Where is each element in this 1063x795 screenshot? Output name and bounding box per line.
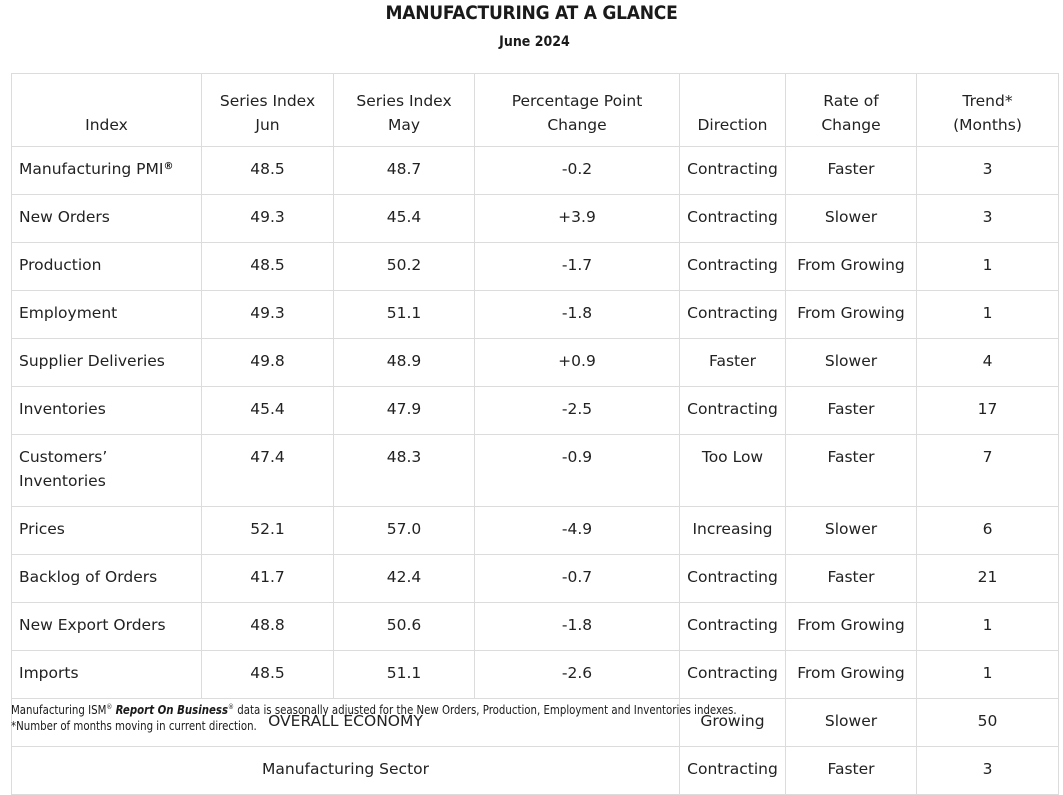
- rate-cell: Slower: [786, 507, 917, 555]
- direction-cell: Contracting: [680, 387, 786, 435]
- summary-row: [12, 747, 1059, 795]
- header-jun: Series Index Jun: [202, 74, 334, 147]
- rate-cell: Faster: [786, 747, 917, 795]
- summary-label-cell: OVERALL ECONOMY: [12, 699, 680, 747]
- rate-cell: Slower: [786, 195, 917, 243]
- trend-cell: 3: [917, 195, 1059, 243]
- trend-cell: 6: [917, 507, 1059, 555]
- index-cell: New Export Orders: [12, 603, 202, 651]
- rate-cell: Faster: [786, 435, 917, 507]
- may-cell: 50.6: [334, 603, 475, 651]
- direction-cell: Contracting: [680, 195, 786, 243]
- change-cell: -1.8: [475, 291, 680, 339]
- jun-cell: 52.1: [202, 507, 334, 555]
- may-cell: 45.4: [334, 195, 475, 243]
- index-cell: Manufacturing PMI®: [12, 147, 202, 195]
- header-trend: Trend* (Months): [917, 74, 1059, 147]
- jun-cell: 48.8: [202, 603, 334, 651]
- index-cell: Supplier Deliveries: [12, 339, 202, 387]
- trend-cell: 7: [917, 435, 1059, 507]
- jun-cell: 49.3: [202, 291, 334, 339]
- index-cell: Backlog of Orders: [12, 555, 202, 603]
- footnote: [11, 699, 737, 734]
- index-cell: Production: [12, 243, 202, 291]
- direction-cell: Contracting: [680, 243, 786, 291]
- jun-cell: 48.5: [202, 651, 334, 699]
- direction-cell: Increasing: [680, 507, 786, 555]
- trend-cell: 1: [917, 651, 1059, 699]
- jun-cell: 49.3: [202, 195, 334, 243]
- rate-cell: Faster: [786, 387, 917, 435]
- footnote-line-1: Manufacturing ISM® Report On Business® data is seasonally adjusted for the New Orders, Production, Employment and Inventories indexes.: [11, 703, 737, 717]
- header-rate: Rate of Change: [786, 74, 917, 147]
- table-row: [12, 339, 1059, 387]
- change-cell: -0.7: [475, 555, 680, 603]
- jun-cell: 45.4: [202, 387, 334, 435]
- trend-cell: 50: [917, 699, 1059, 747]
- rate-cell: Slower: [786, 699, 917, 747]
- change-cell: -0.2: [475, 147, 680, 195]
- page-subtitle: June 2024: [499, 34, 570, 50]
- trend-cell: 17: [917, 387, 1059, 435]
- table-row: [12, 651, 1059, 699]
- index-cell: Imports: [12, 651, 202, 699]
- may-cell: 48.3: [334, 435, 475, 507]
- header-index: Index: [12, 74, 202, 147]
- change-cell: -4.9: [475, 507, 680, 555]
- summary-label-cell: Manufacturing Sector: [12, 747, 680, 795]
- header-row: [12, 74, 1059, 147]
- may-cell: 50.2: [334, 243, 475, 291]
- header-change: Percentage Point Change: [475, 74, 680, 147]
- rate-cell: From Growing: [786, 603, 917, 651]
- direction-cell: Contracting: [680, 555, 786, 603]
- trend-cell: 1: [917, 603, 1059, 651]
- change-cell: +0.9: [475, 339, 680, 387]
- index-cell: Inventories: [12, 387, 202, 435]
- may-cell: 47.9: [334, 387, 475, 435]
- direction-cell: Contracting: [680, 651, 786, 699]
- trend-cell: 1: [917, 291, 1059, 339]
- direction-cell: Too Low: [680, 435, 786, 507]
- index-cell: New Orders: [12, 195, 202, 243]
- may-cell: 57.0: [334, 507, 475, 555]
- may-cell: 51.1: [334, 651, 475, 699]
- table-row: [12, 507, 1059, 555]
- trend-cell: 21: [917, 555, 1059, 603]
- jun-cell: 48.5: [202, 147, 334, 195]
- rate-cell: Slower: [786, 339, 917, 387]
- change-cell: -0.9: [475, 435, 680, 507]
- glance-table: [11, 73, 1059, 795]
- rate-cell: From Growing: [786, 243, 917, 291]
- direction-cell: Contracting: [680, 291, 786, 339]
- may-cell: 48.7: [334, 147, 475, 195]
- table-row: [12, 243, 1059, 291]
- table-row: [12, 147, 1059, 195]
- header-direction: Direction: [680, 74, 786, 147]
- page-title: MANUFACTURING AT A GLANCE: [385, 2, 678, 24]
- trend-cell: 4: [917, 339, 1059, 387]
- rate-cell: Faster: [786, 147, 917, 195]
- direction-cell: Faster: [680, 339, 786, 387]
- rate-cell: From Growing: [786, 651, 917, 699]
- table-row: [12, 195, 1059, 243]
- index-cell: Customers’ Inventories: [12, 435, 202, 507]
- direction-cell: Contracting: [680, 147, 786, 195]
- footnote-line-2: *Number of months moving in current direction.: [11, 719, 257, 733]
- may-cell: 48.9: [334, 339, 475, 387]
- trend-cell: 3: [917, 747, 1059, 795]
- change-cell: +3.9: [475, 195, 680, 243]
- index-cell: Prices: [12, 507, 202, 555]
- change-cell: -1.7: [475, 243, 680, 291]
- jun-cell: 49.8: [202, 339, 334, 387]
- trend-cell: 1: [917, 243, 1059, 291]
- change-cell: -2.5: [475, 387, 680, 435]
- jun-cell: 48.5: [202, 243, 334, 291]
- change-cell: -1.8: [475, 603, 680, 651]
- table-row: [12, 435, 1059, 507]
- direction-cell: Contracting: [680, 603, 786, 651]
- table-row: [12, 603, 1059, 651]
- change-cell: -2.6: [475, 651, 680, 699]
- direction-cell: Contracting: [680, 747, 786, 795]
- rate-cell: Faster: [786, 555, 917, 603]
- registered-mark: ®: [163, 161, 174, 172]
- table-row: [12, 555, 1059, 603]
- jun-cell: 41.7: [202, 555, 334, 603]
- table-row: [12, 291, 1059, 339]
- header-may: Series Index May: [334, 74, 475, 147]
- may-cell: 51.1: [334, 291, 475, 339]
- direction-cell: Growing: [680, 699, 786, 747]
- jun-cell: 47.4: [202, 435, 334, 507]
- table-row: [12, 387, 1059, 435]
- rate-cell: From Growing: [786, 291, 917, 339]
- may-cell: 42.4: [334, 555, 475, 603]
- trend-cell: 3: [917, 147, 1059, 195]
- index-cell: Employment: [12, 291, 202, 339]
